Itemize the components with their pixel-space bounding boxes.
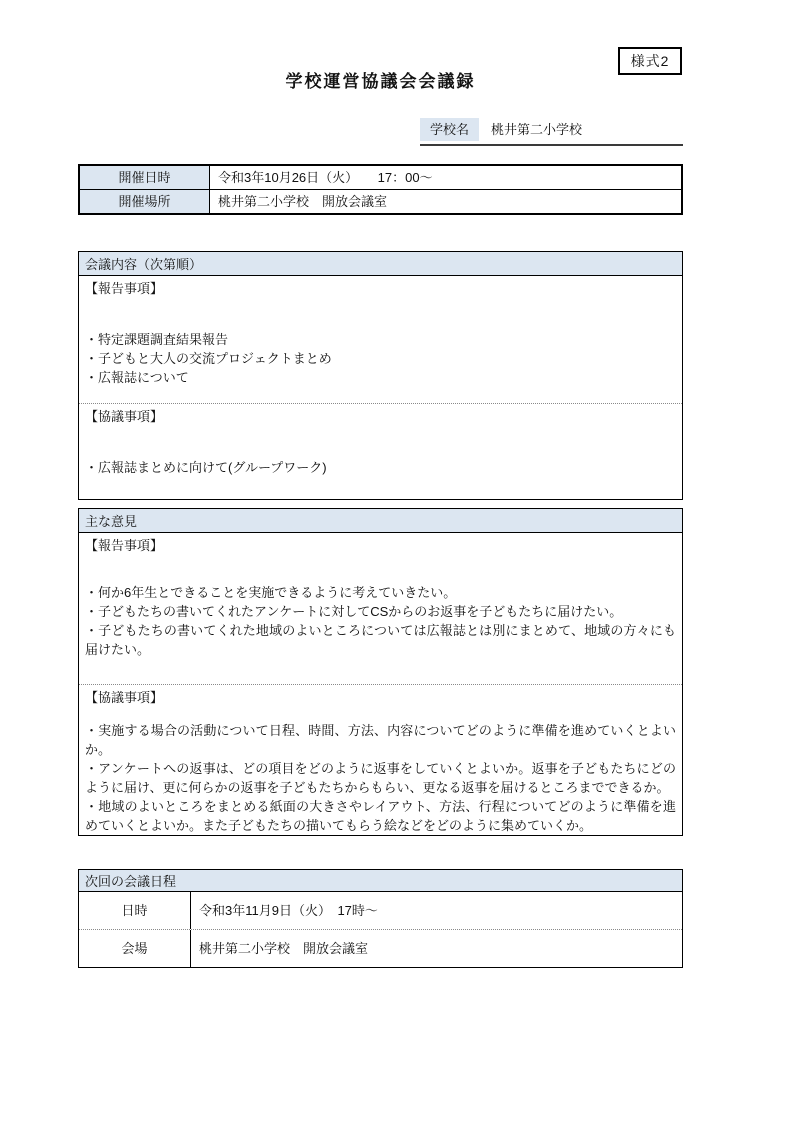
agenda-report-items: [85, 330, 676, 387]
agenda-report-subsection: [79, 276, 682, 403]
list-item: ・子どもたちの書いてくれた地域のよいところについては広報誌とは別にまとめて、地域の方々にも届けたい。: [85, 623, 676, 657]
opinions-discussion-items: [85, 721, 676, 835]
table-row: [80, 189, 681, 213]
opinions-report-items: [85, 583, 676, 659]
next-meeting-table: [78, 869, 683, 968]
table-row: [79, 892, 682, 930]
meeting-place-value: 桃井第二小学校 開放会議室: [218, 194, 388, 209]
opinions-report-heading: 【報告事項】: [85, 538, 164, 553]
school-name-row: [420, 118, 683, 146]
meeting-info-table: [78, 164, 683, 215]
list-item: ・子どもと大人の交流プロジェクトまとめ: [85, 351, 332, 366]
form-number-badge: [618, 47, 682, 75]
opinions-section-header: 主な意見: [79, 509, 682, 533]
opinions-section: [78, 508, 683, 836]
list-item: ・地域のよいところをまとめる紙面の大きさやレイアウト、方法、行程についてどのように準備を進めていくとよいか。また子どもたちの描いてもらう絵などをどのように集めていくか。: [85, 799, 676, 833]
agenda-report-heading: 【報告事項】: [85, 281, 164, 296]
opinions-report-subsection: [79, 533, 682, 684]
next-meeting-header: 次回の会議日程: [79, 870, 682, 892]
agenda-discussion-items: [85, 458, 676, 477]
list-item: ・アンケートへの返事は、どの項目をどのように返事をしていくとよいか。返事を子どもたちにどのように届け、更に何らかの返事を子どもたちからもらい、更なる返事を届けるところまでできるか。: [85, 761, 676, 795]
school-name-label: 学校名: [420, 118, 479, 141]
opinions-discussion-subsection: [79, 684, 682, 835]
meeting-datetime-label: 開催日時: [80, 166, 210, 189]
table-row: [80, 166, 681, 189]
table-row: [79, 930, 682, 967]
list-item: ・何か6年生とできることを実施できるように考えていきたい。: [85, 585, 457, 600]
document-content: [78, 0, 683, 968]
agenda-section-header: 会議内容（次第順）: [79, 252, 682, 276]
list-item: ・子どもたちの書いてくれたアンケートに対してCSからのお返事を子どもたちに届けたい。: [85, 604, 623, 619]
next-meeting-venue-value: 桃井第二小学校 開放会議室: [199, 941, 369, 956]
page-title: 学校運営協議会会議録: [285, 72, 476, 91]
meeting-datetime-value: 令和3年10月26日（火） 17：00～: [218, 170, 433, 185]
agenda-discussion-subsection: [79, 403, 682, 499]
school-name-value: 桃井第二小学校: [491, 122, 583, 137]
next-meeting-datetime-value: 令和3年11月9日（火） 17時～: [199, 903, 378, 918]
agenda-discussion-heading: 【協議事項】: [85, 409, 164, 424]
list-item: ・広報誌まとめに向けて(グループワーク): [85, 460, 327, 475]
form-number-label: 様式2: [630, 52, 670, 69]
agenda-section: [78, 251, 683, 500]
list-item: ・広報誌について: [85, 370, 189, 385]
list-item: ・特定課題調査結果報告: [85, 332, 229, 347]
opinions-discussion-heading: 【協議事項】: [85, 690, 164, 705]
next-meeting-datetime-label: 日時: [79, 892, 191, 929]
meeting-place-label: 開催場所: [80, 190, 210, 213]
list-item: ・実施する場合の活動について日程、時間、方法、内容についてどのように準備を進めていくとよいか。: [85, 723, 676, 757]
next-meeting-venue-label: 会場: [79, 930, 191, 967]
